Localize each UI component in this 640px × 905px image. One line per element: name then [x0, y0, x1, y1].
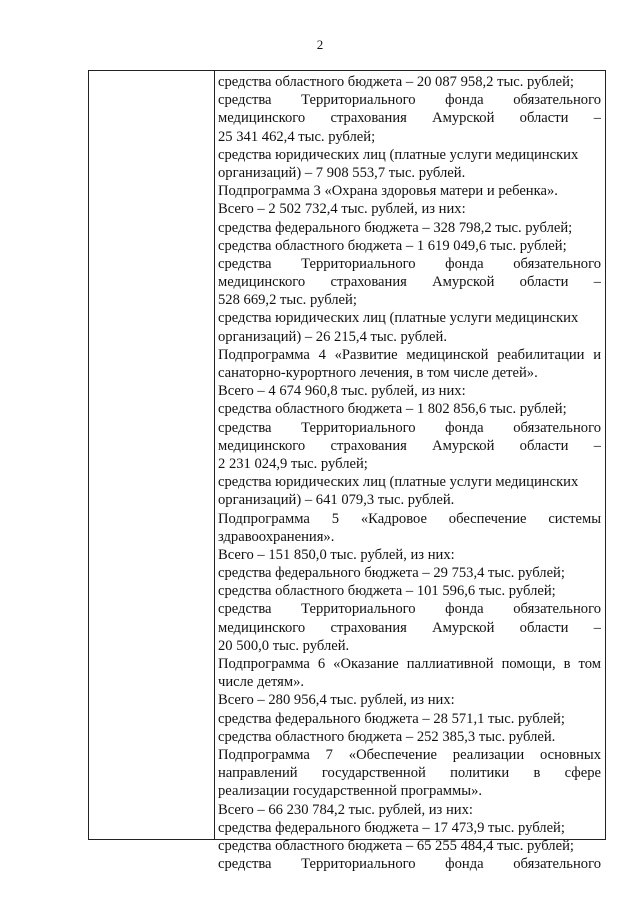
text-line: 25 341 462,4 тыс. рублей; [218, 128, 376, 145]
text-line: Всего – 2 502 732,4 тыс. рублей, из них: [218, 201, 466, 218]
text-line: организаций) – 7 908 553,7 тыс. рублей. [218, 164, 466, 181]
text-line: реализации государственной программы». [218, 783, 483, 800]
document-table [88, 70, 606, 873]
text-line: Подпрограмма 4 «Развитие медицинской реабилитации и [218, 346, 601, 363]
text-line: Всего – 66 230 784,2 тыс. рублей, из них: [218, 801, 473, 818]
text-line: Подпрограмма 5 «Кадровое обеспечение системы [218, 510, 601, 527]
text-line: 528 669,2 тыс. рублей; [218, 292, 357, 309]
text-line: средства юридических лиц (платные услуги медицинских [218, 146, 579, 163]
text-line: средства Территориального фонда обязательного [218, 856, 601, 873]
text-line: средства федерального бюджета – 29 753,4 тыс. рублей; [218, 565, 565, 582]
page-number: 2 [316, 37, 324, 52]
text-line: медицинского страхования Амурской области – [218, 619, 601, 636]
text-line: Всего – 280 956,4 тыс. рублей, из них: [218, 692, 455, 709]
text-line: организаций) – 641 079,3 тыс. рублей. [218, 492, 455, 509]
text-line: средства областного бюджета – 252 385,3 тыс. рублей. [218, 728, 556, 745]
text-line: Подпрограмма 6 «Оказание паллиативной помощи, в том [218, 656, 601, 672]
text-line: медицинского страхования Амурской области – [218, 110, 601, 127]
text-line: Всего – 151 850,0 тыс. рублей, из них: [218, 546, 455, 563]
text-line: средства областного бюджета – 65 255 484,4 тыс. рублей; [218, 837, 574, 854]
text-line: средства Территориального фонда обязательного [218, 255, 601, 272]
text-line: средства Территориального фонда обязательного [218, 601, 601, 618]
text-line: средства Территориального фонда обязательного [218, 92, 601, 109]
text-line: средства федерального бюджета – 17 473,9 тыс. рублей; [218, 819, 565, 836]
text-line: организаций) – 26 215,4 тыс. рублей. [218, 328, 447, 345]
text-line: здравоохранения». [218, 528, 335, 545]
table-left-cell [89, 71, 214, 839]
table-right-cell [218, 73, 601, 873]
column-divider [214, 71, 215, 839]
text-line: средства областного бюджета – 101 596,6 тыс. рублей; [218, 583, 556, 600]
text-line: средства областного бюджета – 1 802 856,6 тыс. рублей; [218, 401, 567, 418]
text-line: Всего – 4 674 960,8 тыс. рублей, из них: [218, 383, 466, 400]
text-line: направлений государственной политики в сфере [218, 765, 601, 782]
text-line: Подпрограмма 3 «Охрана здоровья матери и ребенка». [218, 183, 558, 200]
text-line: 20 500,0 тыс. рублей. [218, 637, 350, 654]
text-line: средства Территориального фонда обязательного [218, 419, 601, 436]
text-line: санаторно-курортного лечения, в том числе детей». [218, 365, 538, 381]
text-line: медицинского страхования Амурской области – [218, 437, 601, 454]
text-line: 2 231 024,9 тыс. рублей; [218, 455, 368, 472]
text-line: средства федерального бюджета – 328 798,2 тыс. рублей; [218, 219, 573, 236]
text-line: средства областного бюджета – 1 619 049,6 тыс. рублей; [218, 237, 567, 254]
text-line: средства областного бюджета – 20 087 958,2 тыс. рублей; [218, 74, 574, 90]
text-line: средства федерального бюджета – 28 571,1 тыс. рублей; [218, 710, 565, 727]
text-line: медицинского страхования Амурской области – [218, 274, 601, 291]
text-line: Подпрограмма 7 «Обеспечение реализации основных [218, 746, 601, 763]
text-line: числе детям». [218, 674, 305, 691]
text-line: средства юридических лиц (платные услуги медицинских [218, 474, 579, 491]
text-line: средства юридических лиц (платные услуги медицинских [218, 310, 579, 327]
